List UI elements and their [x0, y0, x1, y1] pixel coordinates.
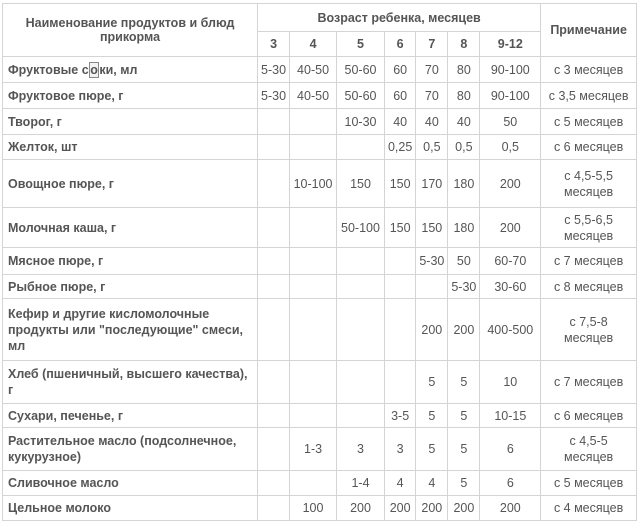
amount-cell: 40 [384, 109, 415, 135]
amount-cell: 1-3 [290, 428, 337, 471]
amount-cell: 50 [448, 248, 480, 275]
amount-cell [384, 248, 415, 275]
amount-cell: 200 [480, 208, 541, 248]
amount-cell: 80 [448, 57, 480, 83]
product-name [3, 57, 258, 83]
note-cell: с 3 месяцев [541, 57, 637, 83]
note-cell: с 5 месяцев [541, 109, 637, 135]
product-name-part: ки, мл [99, 62, 138, 77]
amount-cell [258, 160, 290, 208]
amount-cell: 40-50 [290, 83, 337, 109]
amount-cell [337, 299, 385, 361]
product-name: Мясное пюре, г [3, 248, 258, 275]
amount-cell: 10-15 [480, 404, 541, 428]
table-row [3, 471, 637, 496]
amount-cell: 5-30 [416, 248, 448, 275]
table-row [3, 160, 637, 208]
age-header: 7 [416, 32, 448, 57]
amount-cell: 40 [448, 109, 480, 135]
note-cell: с 5,5-6,5 месяцев [541, 208, 637, 248]
amount-cell [258, 496, 290, 521]
age-header: 5 [337, 32, 385, 57]
product-name: Растительное масло (подсолнечное, кукурузное) [3, 428, 258, 471]
amount-cell: 30-60 [480, 275, 541, 299]
note-cell: с 6 месяцев [541, 135, 637, 160]
amount-cell: 180 [448, 208, 480, 248]
note-cell: с 3,5 месяцев [541, 83, 637, 109]
amount-cell: 10 [480, 361, 541, 404]
table-row [3, 83, 637, 109]
amount-cell: 10-100 [290, 160, 337, 208]
amount-cell: 5 [448, 404, 480, 428]
amount-cell: 3 [384, 428, 415, 471]
note-cell: с 4 месяцев [541, 496, 637, 521]
product-name: Молочная каша, г [3, 208, 258, 248]
amount-cell: 5 [416, 361, 448, 404]
amount-cell: 150 [384, 160, 415, 208]
amount-cell: 90-100 [480, 57, 541, 83]
feeding-table [2, 3, 637, 521]
note-cell: с 6 месяцев [541, 404, 637, 428]
amount-cell: 40 [416, 109, 448, 135]
amount-cell [258, 404, 290, 428]
amount-cell: 150 [384, 208, 415, 248]
amount-cell: 50 [480, 109, 541, 135]
amount-cell: 50-100 [337, 208, 385, 248]
amount-cell: 200 [448, 496, 480, 521]
amount-cell [258, 361, 290, 404]
table-row [3, 57, 637, 83]
note-header: Примечание [541, 4, 637, 57]
amount-cell: 200 [384, 496, 415, 521]
amount-cell [290, 275, 337, 299]
text-cursor-highlight: о [90, 62, 98, 77]
product-name-header: Наименование продуктов и блюд прикорма [3, 4, 258, 57]
note-cell: с 4,5-5,5 месяцев [541, 160, 637, 208]
amount-cell: 5-30 [258, 83, 290, 109]
note-cell: с 7 месяцев [541, 248, 637, 275]
amount-cell: 5-30 [258, 57, 290, 83]
table-row [3, 248, 637, 275]
amount-cell [416, 275, 448, 299]
amount-cell: 60-70 [480, 248, 541, 275]
note-cell: с 7 месяцев [541, 361, 637, 404]
amount-cell: 200 [480, 160, 541, 208]
product-name: Творог, г [3, 109, 258, 135]
amount-cell: 200 [480, 496, 541, 521]
amount-cell: 70 [416, 83, 448, 109]
amount-cell: 170 [416, 160, 448, 208]
amount-cell: 4 [384, 471, 415, 496]
amount-cell [290, 109, 337, 135]
amount-cell: 5 [416, 404, 448, 428]
product-name: Цельное молоко [3, 496, 258, 521]
amount-cell [337, 404, 385, 428]
amount-cell: 70 [416, 57, 448, 83]
amount-cell [258, 109, 290, 135]
amount-cell: 200 [416, 299, 448, 361]
product-name: Сливочное масло [3, 471, 258, 496]
age-header: 9-12 [480, 32, 541, 57]
amount-cell [337, 135, 385, 160]
amount-cell: 150 [337, 160, 385, 208]
table-row [3, 135, 637, 160]
amount-cell: 50-60 [337, 57, 385, 83]
amount-cell [258, 135, 290, 160]
amount-cell [290, 248, 337, 275]
amount-cell: 0,5 [416, 135, 448, 160]
amount-cell [290, 299, 337, 361]
amount-cell: 90-100 [480, 83, 541, 109]
product-name: Кефир и другие кисломолочные продукты или "последующие" смеси, мл [3, 299, 258, 361]
age-header: 6 [384, 32, 415, 57]
amount-cell: 5 [416, 428, 448, 471]
product-name: Желток, шт [3, 135, 258, 160]
amount-cell: 3 [337, 428, 385, 471]
amount-cell: 0,5 [480, 135, 541, 160]
note-cell: с 5 месяцев [541, 471, 637, 496]
age-header: 8 [448, 32, 480, 57]
amount-cell: 4 [416, 471, 448, 496]
table-row [3, 299, 637, 361]
amount-cell [290, 135, 337, 160]
amount-cell: 100 [290, 496, 337, 521]
amount-cell: 0,5 [448, 135, 480, 160]
note-cell: с 8 месяцев [541, 275, 637, 299]
table-row [3, 496, 637, 521]
amount-cell [290, 208, 337, 248]
amount-cell [258, 275, 290, 299]
amount-cell: 5 [448, 428, 480, 471]
amount-cell: 3-5 [384, 404, 415, 428]
header-row-top [3, 4, 637, 32]
table-row [3, 404, 637, 428]
amount-cell [290, 471, 337, 496]
product-name: Сухари, печенье, г [3, 404, 258, 428]
amount-cell: 10-30 [337, 109, 385, 135]
product-name: Фруктовое пюре, г [3, 83, 258, 109]
note-cell: с 7,5-8 месяцев [541, 299, 637, 361]
product-name: Хлеб (пшеничный, высшего качества), г [3, 361, 258, 404]
amount-cell: 200 [448, 299, 480, 361]
amount-cell [384, 275, 415, 299]
amount-cell: 60 [384, 57, 415, 83]
product-name: Овощное пюре, г [3, 160, 258, 208]
age-group-header: Возраст ребенка, месяцев [258, 4, 541, 32]
amount-cell: 0,25 [384, 135, 415, 160]
amount-cell [258, 248, 290, 275]
amount-cell [258, 428, 290, 471]
table-row [3, 275, 637, 299]
age-header: 3 [258, 32, 290, 57]
amount-cell [384, 299, 415, 361]
amount-cell: 40-50 [290, 57, 337, 83]
table-row [3, 428, 637, 471]
amount-cell: 5-30 [448, 275, 480, 299]
product-name: Рыбное пюре, г [3, 275, 258, 299]
amount-cell [258, 299, 290, 361]
amount-cell: 200 [337, 496, 385, 521]
product-name-part: Фруктовые с [8, 62, 89, 77]
table-row [3, 361, 637, 404]
amount-cell: 6 [480, 428, 541, 471]
amount-cell [337, 275, 385, 299]
amount-cell: 5 [448, 471, 480, 496]
amount-cell: 150 [416, 208, 448, 248]
age-header: 4 [290, 32, 337, 57]
note-cell: с 4,5-5 месяцев [541, 428, 637, 471]
amount-cell: 5 [448, 361, 480, 404]
amount-cell: 200 [416, 496, 448, 521]
amount-cell: 50-60 [337, 83, 385, 109]
amount-cell: 60 [384, 83, 415, 109]
amount-cell: 1-4 [337, 471, 385, 496]
amount-cell: 180 [448, 160, 480, 208]
amount-cell [290, 361, 337, 404]
amount-cell [258, 471, 290, 496]
amount-cell [290, 404, 337, 428]
amount-cell [337, 361, 385, 404]
amount-cell [337, 248, 385, 275]
amount-cell: 80 [448, 83, 480, 109]
amount-cell: 400-500 [480, 299, 541, 361]
table-row [3, 208, 637, 248]
amount-cell: 6 [480, 471, 541, 496]
amount-cell [258, 208, 290, 248]
amount-cell [384, 361, 415, 404]
table-row [3, 109, 637, 135]
